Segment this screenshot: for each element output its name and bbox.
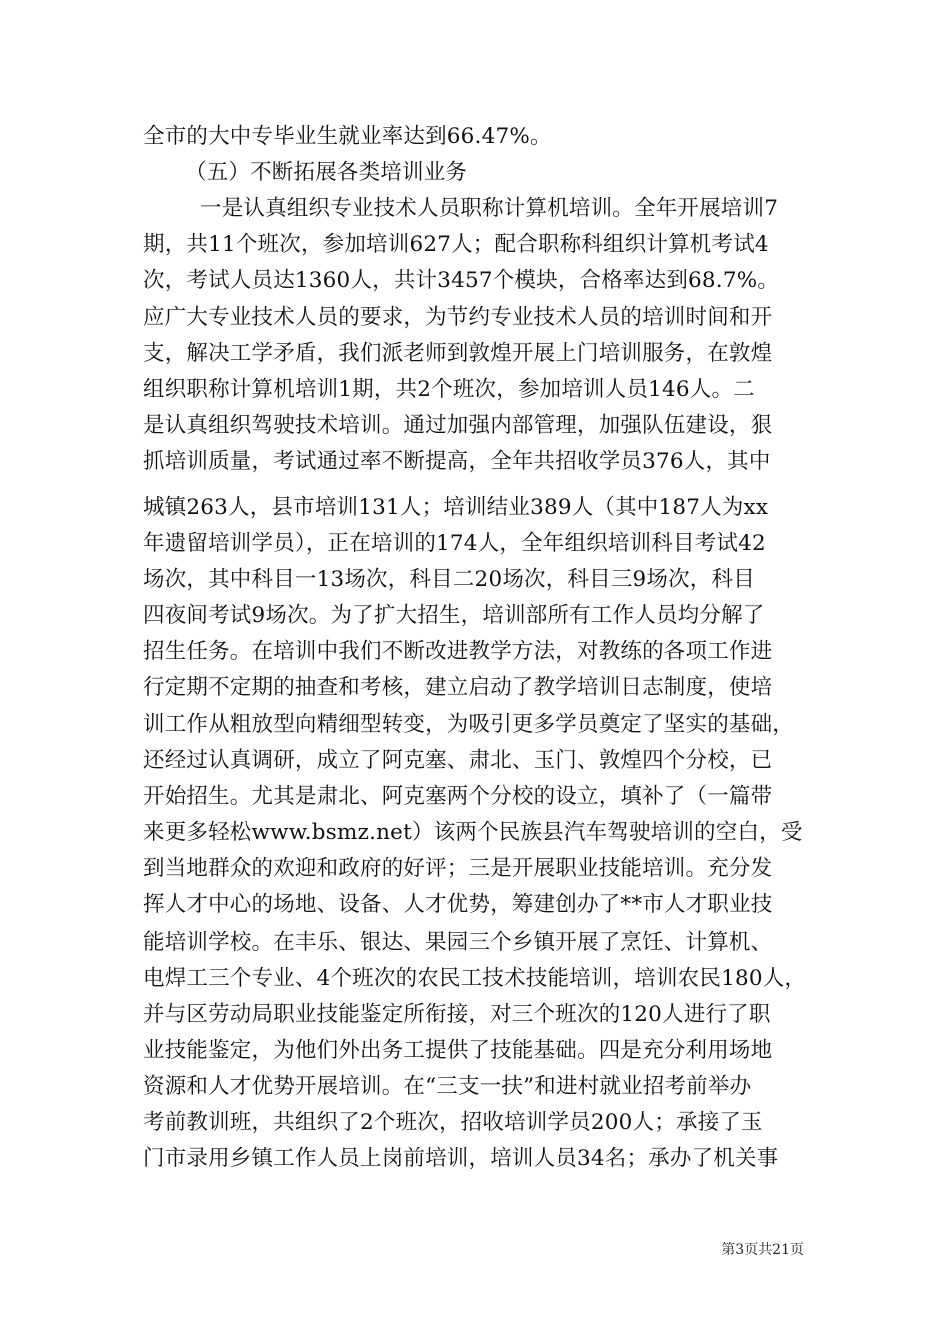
body-text-line: 门市录用乡镇工作人员上岗前培训，培训人员34名；承办了机关事 [143, 1146, 779, 1171]
body-text-line: 到当地群众的欢迎和政府的好评；三是开展职业技能培训。充分发 [143, 856, 773, 881]
body-text-line: 来更多轻松www.bsmz.net）该两个民族县汽车驾驶培训的空白，受 [143, 820, 803, 845]
body-text-line: 城镇263人，县市培训131人；培训结业389人（其中187人为xx [143, 495, 769, 520]
body-text-line: 四夜间考试9场次。为了扩大招生，培训部所有工作人员均分解了 [143, 603, 765, 628]
body-text-line: 还经过认真调研，成立了阿克塞、肃北、玉门、敦煌四个分校，已 [143, 748, 773, 773]
body-text-line: 支，解决工学矛盾，我们派老师到敦煌开展上门培训服务，在敦煌 [143, 341, 773, 366]
body-text-line: 组织职称计算机培训1期，共2个班次，参加培训人员146人。二 [143, 377, 755, 402]
body-text-line: 场次，其中科目一13场次，科目二20场次，科目三9场次，科目 [143, 567, 755, 592]
body-text-line: 业技能鉴定，为他们外出务工提供了技能基础。四是充分利用场地 [143, 1038, 773, 1063]
body-text-line: 次，考试人员达1360人，共计3457个模块，合格率达到68.7%。 [143, 268, 780, 293]
body-text-line: 招生任务。在培训中我们不断改进教学方法，对教练的各项工作进 [143, 639, 773, 664]
body-text-line: 是认真组织驾驶技术培训。通过加强内部管理，加强队伍建设，狠 [143, 413, 773, 438]
body-text-line: 应广大专业技术人员的要求，为节约专业技术人员的培训时间和开 [143, 305, 773, 330]
body-text-line: 全市的大中专毕业生就业率达到66.47%。 [143, 124, 552, 149]
paragraph-first-line: 一是认真组织专业技术人员职称计算机培训。全年开展培训7 [200, 196, 779, 221]
body-text-line: 训工作从粗放型向精细型转变，为吸引更多学员奠定了坚实的基础， [143, 712, 795, 737]
body-text-line: 年遗留培训学员），正在培训的174人，全年组织培训科目考试42 [143, 531, 766, 556]
page-number: 第3页共21页 [721, 1242, 804, 1258]
body-text-line: 电焊工三个专业、4个班次的农民工技术技能培训，培训农民180人， [143, 966, 807, 991]
body-text-line: 期，共11个班次，参加培训627人；配合职称科组织计算机考试4 [143, 232, 769, 257]
body-text-line: 抓培训质量，考试通过率不断提高，全年共招收学员376人，其中 [143, 449, 771, 474]
body-text-line: 开始招生。尤其是肃北、阿克塞两个分校的设立，填补了（一篇带 [143, 784, 773, 809]
body-text-line: 能培训学校。在丰乐、银达、果园三个乡镇开展了烹饪、计算机、 [143, 930, 773, 955]
body-text-line: 行定期不定期的抽查和考核，建立启动了教学培训日志制度，使培 [143, 675, 773, 700]
body-text-line: 并与区劳动局职业技能鉴定所衔接，对三个班次的120人进行了职 [143, 1002, 771, 1027]
section-heading: （五）不断拓展各类培训业务 [185, 160, 468, 185]
body-text-line: 资源和人才优势开展培训。在“三支一扶”和进村就业招考前举办 [143, 1074, 752, 1099]
body-text-line: 挥人才中心的场地、设备、人才优势，筹建创办了**市人才职业技 [143, 892, 773, 917]
body-text-line: 考前教训班，共组织了2个班次，招收培训学员200人；承接了玉 [143, 1110, 763, 1135]
